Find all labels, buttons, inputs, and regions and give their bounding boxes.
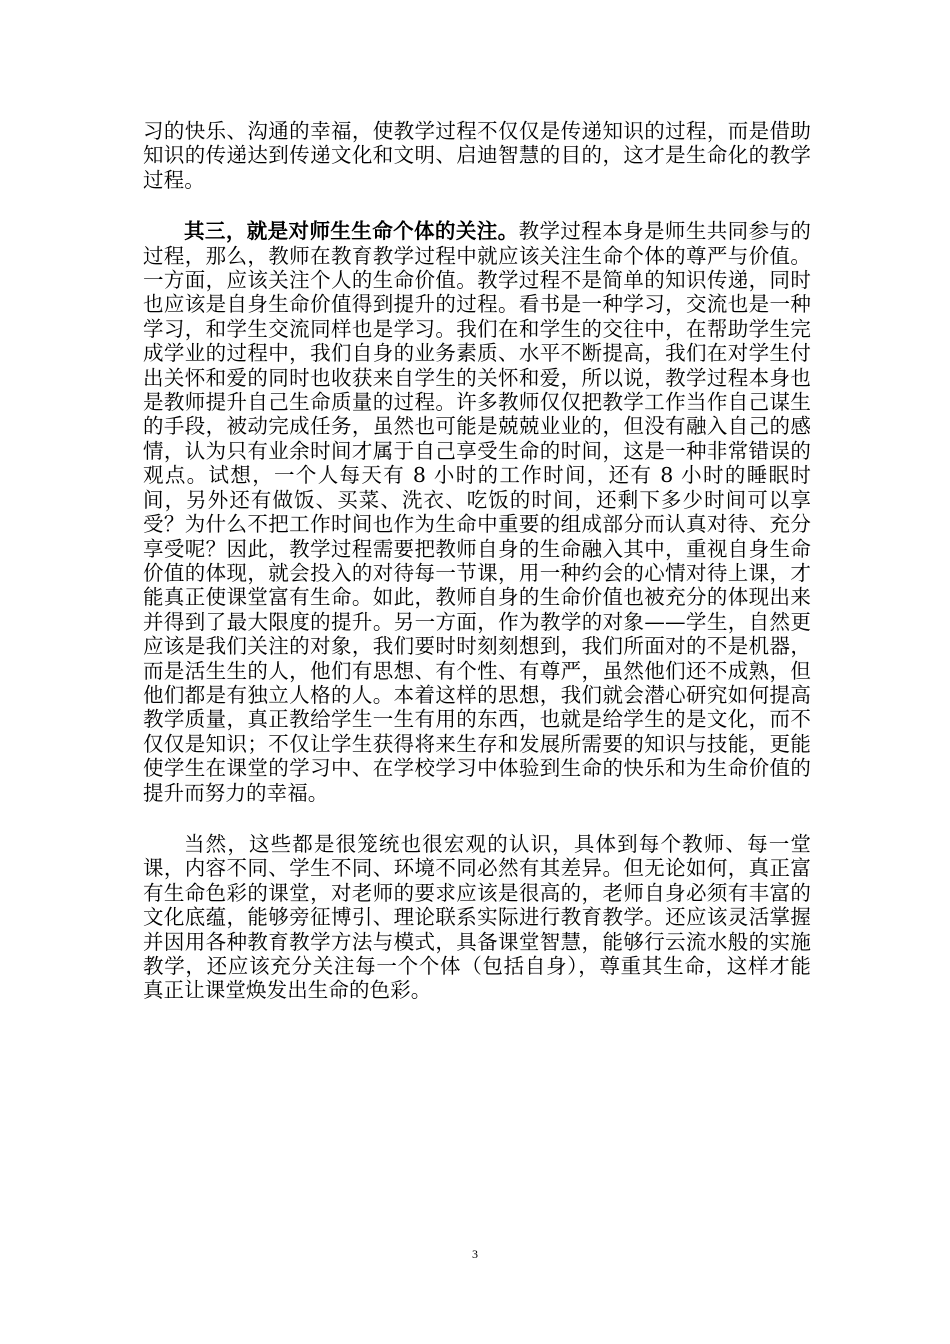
paragraph-lead-heading: 其三，就是对师生生命个体的关注。 — [184, 219, 519, 244]
paragraph-point-three — [143, 219, 811, 805]
paragraph-conclusion — [143, 832, 811, 1003]
paragraph-text: 习的快乐、沟通的幸福，使教学过程不仅仅是传递知识的过程，而是借助知识的传递达到传递文化和文明、启迪智慧的目的，这才是生命化的教学过程。 — [143, 119, 811, 192]
document-body — [143, 119, 811, 1003]
page-number: 3 — [472, 1247, 478, 1261]
paragraph-continuation — [143, 119, 811, 192]
paragraph-text: 教学过程本身是师生共同参与的过程，那么，教师在教育教学过程中就应该关注生命个体的尊严与价值。一方面，应该关注个人的生命价值。教学过程不是简单的知识传递，同时也应该是自身生命价值得到提升的过程。看书是一种学习，交流也是一种学习，和学生交流同样也是学习。我们在和学生的交往中，在帮助学生完成学业的过程中，我们自身的业务素质、水平不断提高，我们在对学生付出关怀和爱的同时也收获来自学生的关怀和爱，所以说，教学过程本身也是教师提升自己生命质量的过程。许多教师仅仅把教学工作当作自己谋生的手段，被动完成任务，虽然也可能是兢兢业业的，但没有融入自己的感情，认为只有业余时间才属于自己享受生命的时间，这是一种非常错误的观点。试想，一个人每天有 8 小时的工作时间，还有 8 小时的睡眠时间，另外还有做饭、买菜、洗衣、吃饭的时间，还剩下多少时间可以享受？为什么不把工作时间也作为生命中重要的组成部分而认真对待、充分享受呢？因此，教学过程需要把教师自身的生命融入其中，重视自身生命价值的体现，就会投入的对待每一节课，用一种约会的心情对待上课，才能真正使课堂富有生命。如此，教师自身的生命价值也被充分的体现出来并得到了最大限度的提升。另一方面，作为教学的对象——学生，自然更应该是我们关注的对象，我们要时时刻刻想到，我们所面对的不是机器，而是活生生的人，他们有思想、有个性、有尊严，虽然他们还不成熟，但他们都是有独立人格的人。本着这样的思想，我们就会潜心研究如何提高教学质量，真正教给学生一生有用的东西，也就是给学生的是文化，而不仅仅是知识；不仅让学生获得将来生存和发展所需要的知识与技能，更能使学生在课堂的学习中、在学校学习中体验到生命的快乐和为生命价值的提升而努力的幸福。 — [143, 219, 811, 805]
paragraph-text: 当然，这些都是很笼统也很宏观的认识，具体到每个教师、每一堂课，内容不同、学生不同、环境不同必然有其差异。但无论如何，真正富有生命色彩的课堂，对老师的要求应该是很高的，老师自身必须有丰富的文化底蕴，能够旁征博引、理论联系实际进行教育教学。还应该灵活掌握并因用各种教育教学方法与模式，具备课堂智慧，能够行云流水般的实施教学，还应该充分关注每一个个体（包括自身），尊重其生命，这样才能真正让课堂焕发出生命的色彩。 — [143, 831, 811, 1003]
